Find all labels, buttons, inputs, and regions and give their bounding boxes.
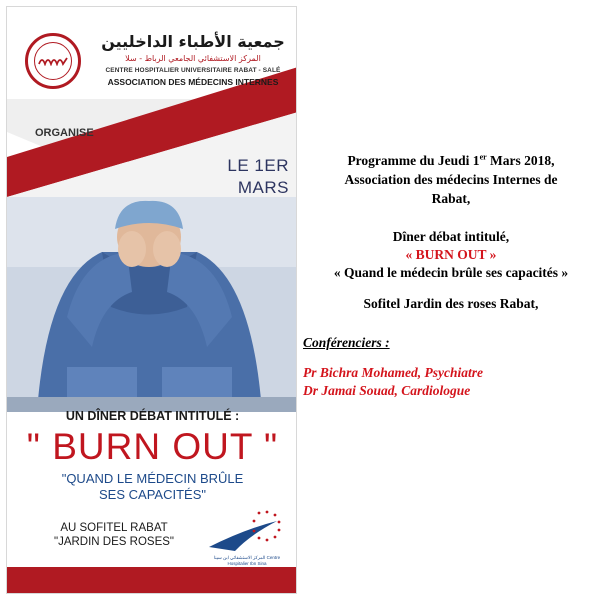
programme-line-diner: Dîner débat intitulé, (392, 229, 510, 244)
programme-line-venue: Sofitel Jardin des roses Rabat, (363, 296, 539, 311)
arabic-subtitle: المركز الاستشفائي الجامعي الرباط - سلا (125, 54, 261, 63)
speaker-2: Dr Jamai Souad, Cardiologue (303, 383, 471, 398)
programme-date-sup: er (479, 152, 487, 162)
organise-label: ORGANISE (35, 127, 94, 139)
chu-caption: المركز الاستشفائي ابن سينا Centre Hospitalier Ibn Sina (213, 555, 281, 566)
programme-line-theme: « Quand le médecin brûle ses capacités » (333, 265, 569, 280)
programme-date-prefix: Programme du Jeudi 1 (347, 153, 480, 168)
burnout-quote (7, 471, 297, 503)
logo-mark-icon (38, 54, 68, 66)
diner-title: UN DÎNER DÉBAT INTITULÉ : (65, 409, 240, 423)
venue (29, 521, 199, 549)
programme-line-association: Association des médecins Internes de (344, 172, 558, 187)
chu-line: CENTRE HOSPITALIER UNIVERSITAIRE RABAT - SALÉ (105, 67, 281, 74)
association-logo (25, 33, 81, 89)
quote-line-1: "QUAND LE MÉDECIN BRÛLE (61, 471, 244, 486)
speaker-1: Pr Bichra Mohamed, Psychiatre (303, 365, 484, 380)
burnout-headline: " BURN OUT " (26, 426, 279, 467)
event-poster (6, 6, 297, 594)
quote-line-2: SES CAPACITÉS" (99, 487, 206, 502)
ibn-sina-logo (205, 507, 285, 557)
programme-line-date (302, 153, 600, 169)
programme-date-suffix: Mars 2018, (486, 153, 555, 168)
programme-text (302, 0, 600, 600)
programme-line-city: Rabat, (431, 191, 471, 206)
conferenciers-heading: Conférenciers : (303, 335, 390, 350)
venue-line-2: "JARDIN DES ROSES" (54, 536, 174, 548)
association-line: ASSOCIATION DES MÉDECINS INTERNES (107, 77, 279, 87)
date-day: LE 1ER MARS (227, 156, 289, 197)
venue-line-1: AU SOFITEL RABAT (60, 522, 168, 534)
doctor-photo (7, 197, 297, 412)
poster-footer-bar (7, 567, 297, 594)
programme-line-burnout: « BURN OUT » (405, 247, 497, 262)
arabic-title: جمعية الأطباء الداخليين (101, 32, 285, 51)
